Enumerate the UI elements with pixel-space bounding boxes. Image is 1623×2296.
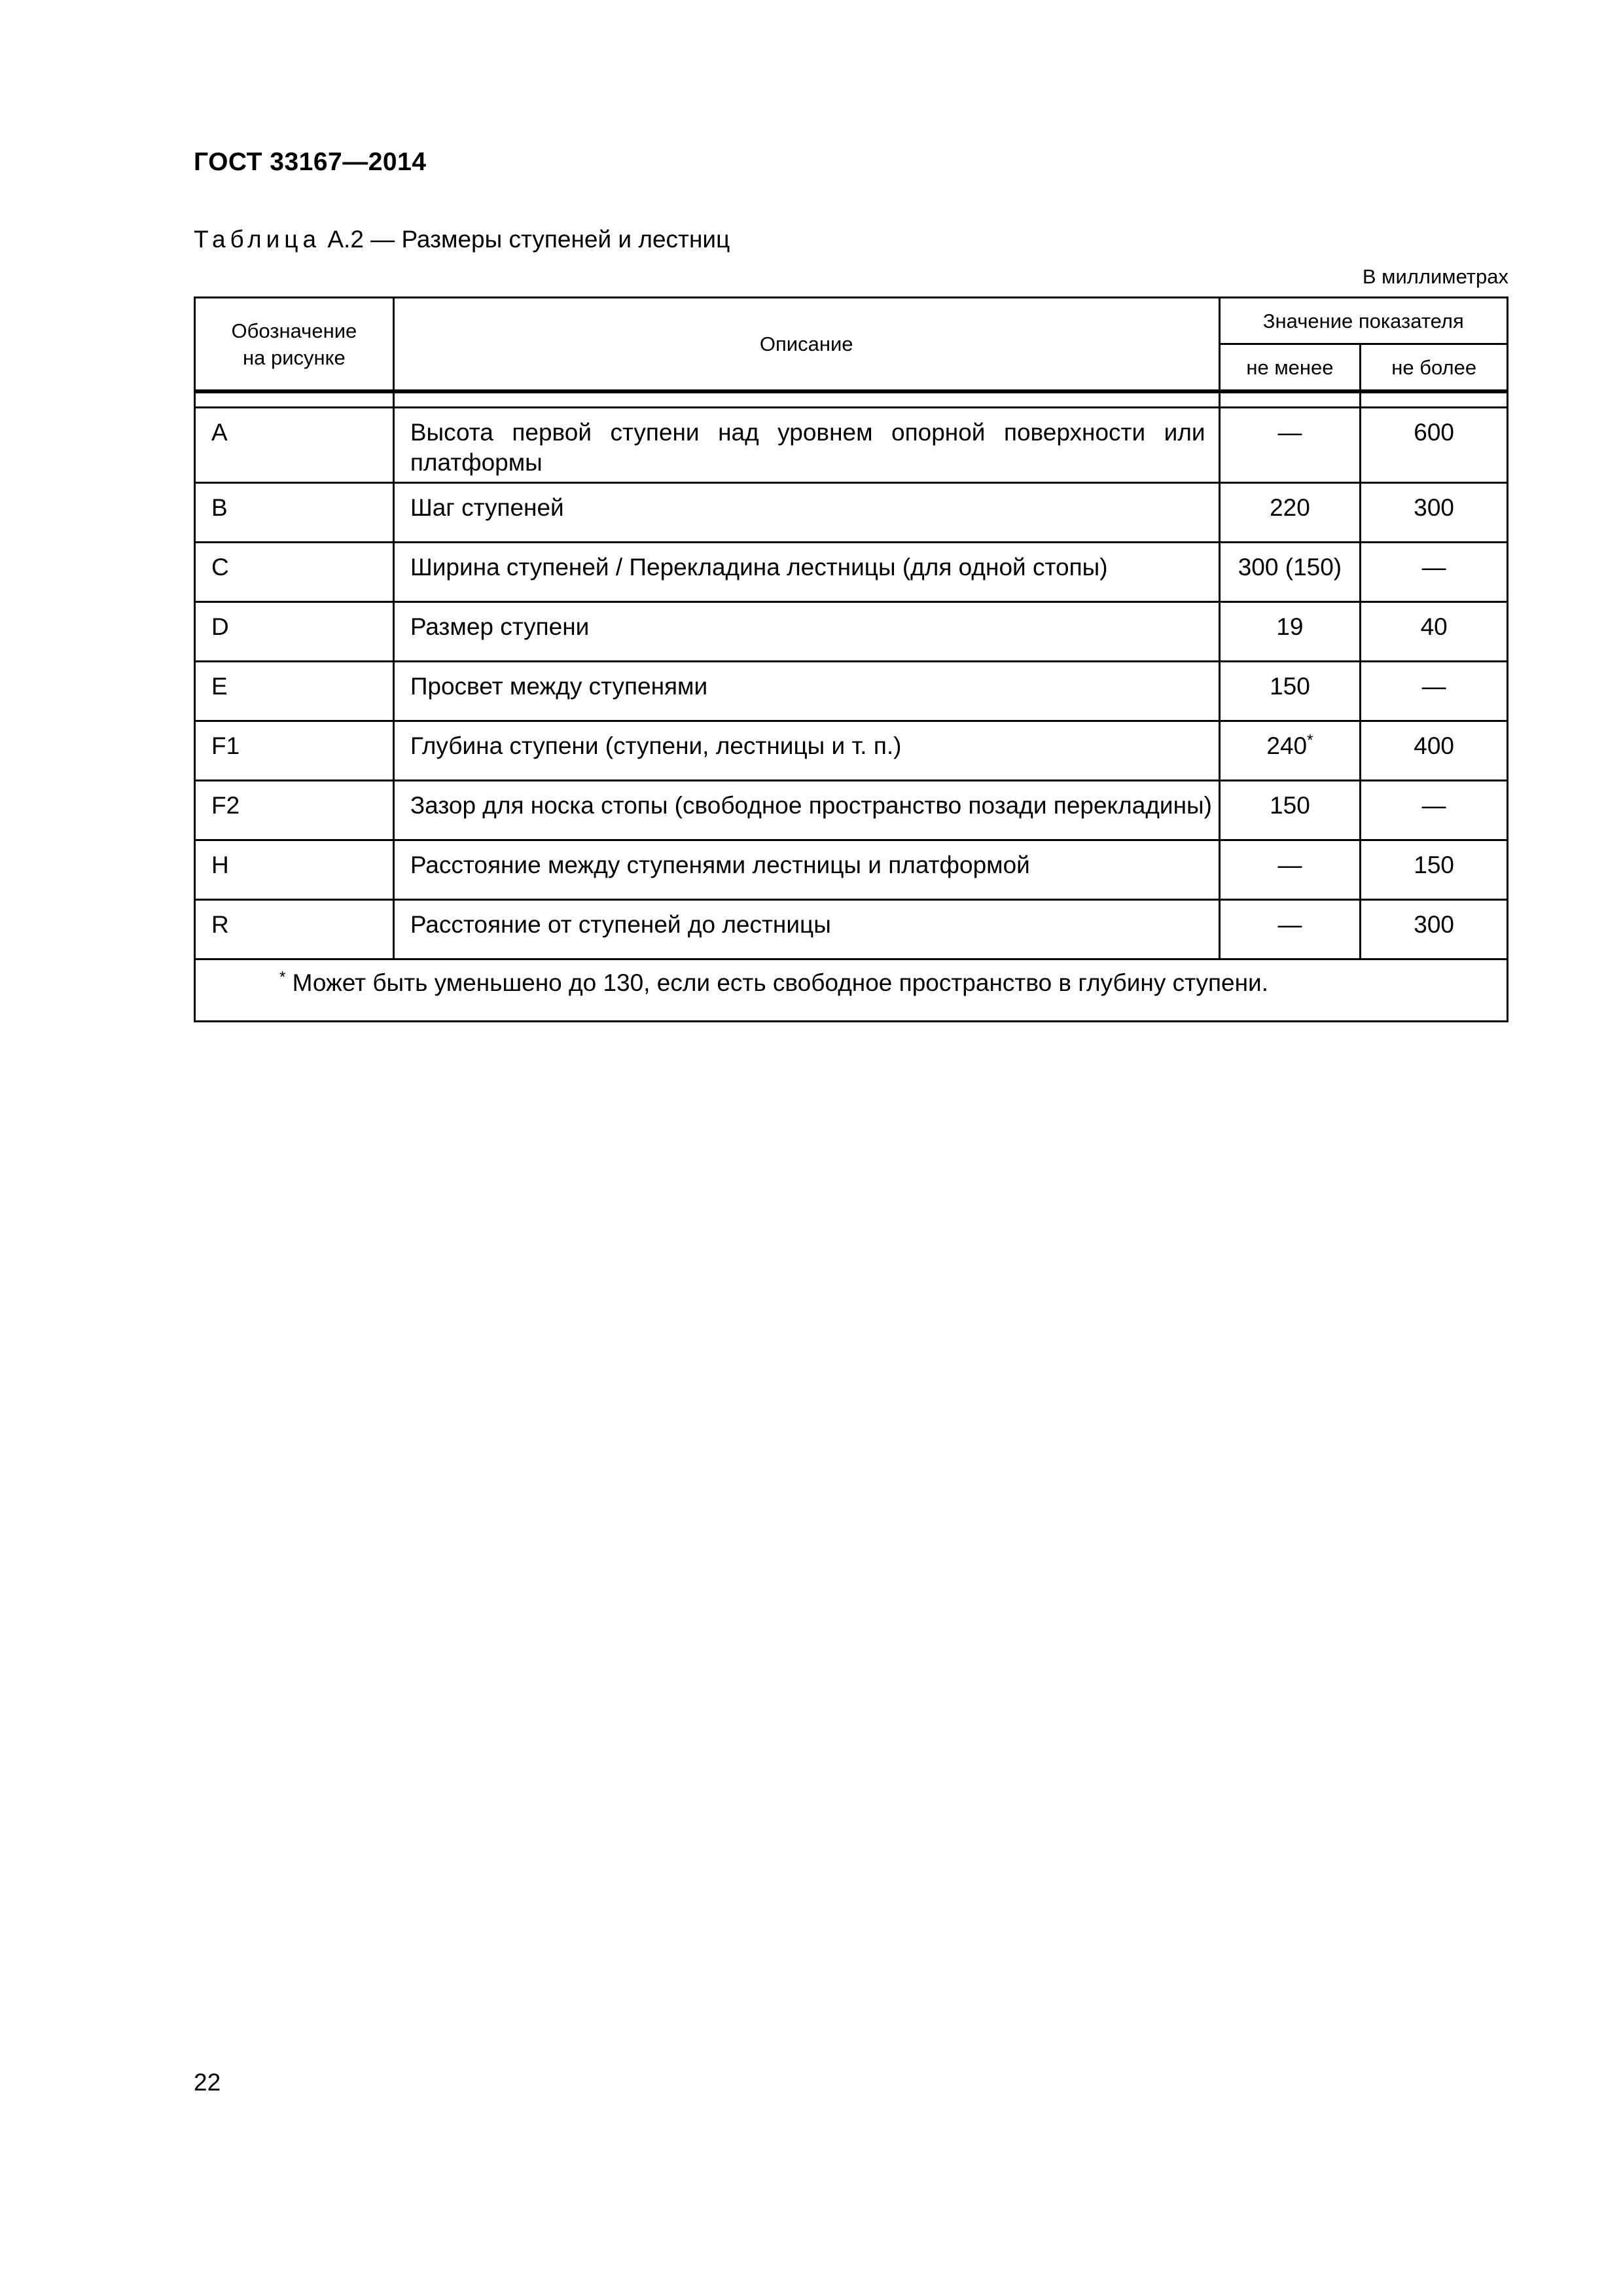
table-row [195, 543, 1508, 602]
row-max: 40 [1361, 602, 1508, 662]
document-header: ГОСТ 33167—2014 [194, 148, 427, 176]
page-number: 22 [194, 2069, 221, 2096]
table-caption [194, 226, 730, 253]
row-code: D [195, 602, 394, 662]
table-row [195, 900, 1508, 960]
header-label-text: Обозначение на рисунке [231, 319, 357, 369]
row-description: Расстояние между ступенями лестницы и платформой [393, 840, 1219, 900]
table-row [195, 408, 1508, 483]
row-code: F2 [195, 781, 394, 840]
units-note: В миллиметрах [1362, 265, 1508, 288]
table-caption-title: А.2 — Размеры ступеней и лестниц [321, 226, 730, 253]
row-code: E [195, 662, 394, 721]
row-min: 19 [1219, 602, 1361, 662]
row-description: Размер ступени [393, 602, 1219, 662]
header-label [195, 298, 394, 392]
row-min: 300 (150) [1219, 543, 1361, 602]
header-value: Значение показателя [1219, 298, 1507, 344]
row-max: — [1361, 662, 1508, 721]
row-min: 150 [1219, 781, 1361, 840]
table-caption-prefix: Таблица [194, 226, 321, 253]
row-max: 600 [1361, 408, 1508, 483]
header-min: не менее [1219, 344, 1361, 392]
row-description: Высота первой ступени над уровнем опорной поверхности или платформы [393, 408, 1219, 483]
row-max: 150 [1361, 840, 1508, 900]
row-description: Шаг ступеней [393, 483, 1219, 543]
row-code: C [195, 543, 394, 602]
table-row [195, 662, 1508, 721]
row-max: 300 [1361, 900, 1508, 960]
row-min [1219, 721, 1361, 781]
row-description: Просвет между ступенями [393, 662, 1219, 721]
row-code: A [195, 408, 394, 483]
table-row [195, 721, 1508, 781]
row-min: — [1219, 840, 1361, 900]
footnote-reference: * [1307, 731, 1313, 749]
row-code: B [195, 483, 394, 543]
row-code: H [195, 840, 394, 900]
row-max: — [1361, 781, 1508, 840]
row-max: — [1361, 543, 1508, 602]
dimensions-table [194, 296, 1508, 1022]
row-description: Ширина ступеней / Перекладина лестницы (для одной стопы) [393, 543, 1219, 602]
table-row [195, 781, 1508, 840]
table-row [195, 483, 1508, 543]
row-min-value: 240 [1266, 732, 1308, 759]
row-min: 150 [1219, 662, 1361, 721]
table-row [195, 840, 1508, 900]
header-description: Описание [393, 298, 1219, 392]
row-code: F1 [195, 721, 394, 781]
row-max: 300 [1361, 483, 1508, 543]
row-code: R [195, 900, 394, 960]
row-min: — [1219, 900, 1361, 960]
row-description: Глубина ступени (ступени, лестницы и т. п.) [393, 721, 1219, 781]
row-max: 400 [1361, 721, 1508, 781]
footnote-text: Может быть уменьшено до 130, если есть свободное пространство в глубину ступени. [285, 969, 1268, 996]
row-description: Зазор для носка стопы (свободное пространство позади перекладины) [393, 781, 1219, 840]
row-min: 220 [1219, 483, 1361, 543]
footnote-row [195, 960, 1508, 1022]
header-max: не более [1361, 344, 1508, 392]
row-min: — [1219, 408, 1361, 483]
table-row [195, 602, 1508, 662]
row-description: Расстояние от ступеней до лестницы [393, 900, 1219, 960]
footnote-mark: * [279, 968, 286, 986]
table-footnote [195, 960, 1508, 1022]
